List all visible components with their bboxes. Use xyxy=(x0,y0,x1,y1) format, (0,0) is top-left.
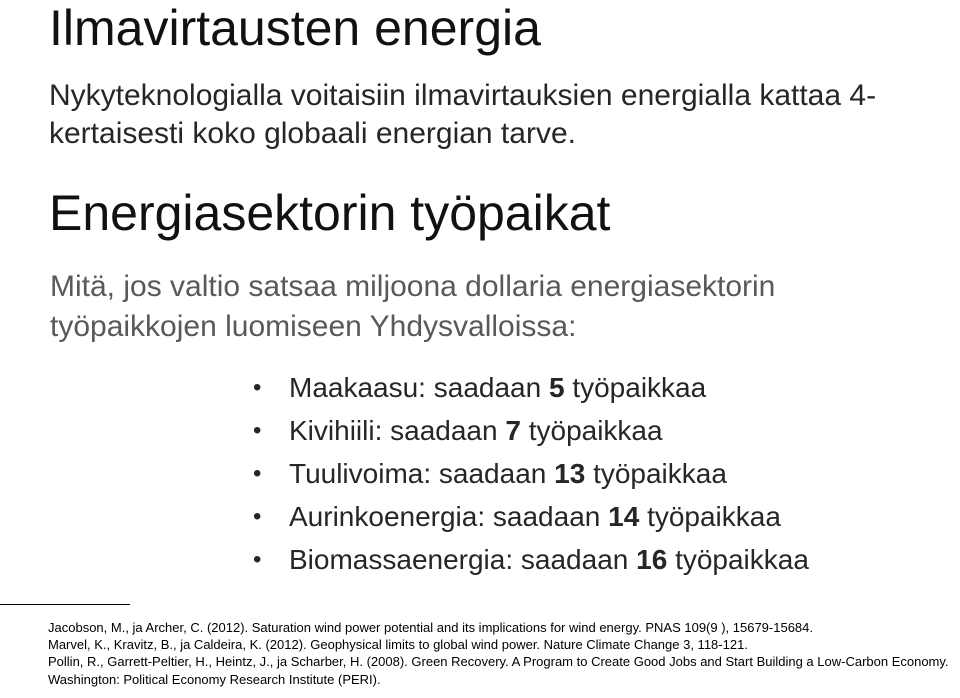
item-unit: työpaikkaa xyxy=(572,372,707,403)
item-label: Biomassaenergia: saadaan xyxy=(289,544,629,575)
item-label: Maakaasu: saadaan xyxy=(289,372,542,403)
intro-text: Nykyteknologialla voitaisiin ilmavirtauksien energialla kattaa 4-kertaisesti koko globaali energian tarve. xyxy=(49,79,877,150)
question-text: Mitä, jos valtio satsaa miljoona dollaria energiasektorin työpaikkojen luomiseen Yhdysvalloissa: xyxy=(50,270,776,343)
jobs-list xyxy=(253,368,809,583)
item-label: Aurinkoenergia: saadaan xyxy=(289,501,601,532)
bullet-icon: • xyxy=(253,460,262,487)
reference-item: Jacobson, M., ja Archer, C. (2012). Saturation wind power potential and its implications for wind energy. PNAS 109(9 ), 15679-15684. xyxy=(48,620,814,635)
list-item xyxy=(253,454,809,497)
bullet-icon: • xyxy=(253,417,262,444)
references xyxy=(48,619,953,688)
item-unit: työpaikkaa xyxy=(528,415,663,446)
list-item xyxy=(253,411,809,454)
bullet-icon: • xyxy=(253,546,262,573)
item-unit: työpaikkaa xyxy=(675,544,809,575)
section-title: Energiasektorin työpaikat xyxy=(49,185,611,241)
item-value: 13 xyxy=(554,458,586,489)
item-value: 5 xyxy=(548,372,565,403)
reference-item: Marvel, K., Kravitz, B., ja Caldeira, K. (2012). Geophysical limits to global wind power. Nature Climate Change 3, 118-121. xyxy=(48,637,748,653)
footnote-divider xyxy=(0,604,130,605)
item-value: 7 xyxy=(505,415,521,446)
item-unit: työpaikkaa xyxy=(593,458,727,489)
item-unit: työpaikkaa xyxy=(647,501,781,532)
bullet-icon: • xyxy=(253,503,262,530)
list-item xyxy=(253,368,809,411)
item-value: 16 xyxy=(636,544,668,575)
list-item xyxy=(253,540,809,583)
bullet-icon: • xyxy=(253,374,262,401)
item-label: Kivihiili: saadaan xyxy=(289,415,498,446)
item-label: Tuulivoima: saadaan xyxy=(289,458,547,489)
reference-item: Pollin, R., Garrett-Peltier, H., Heintz, J., ja Scharber, H. (2008). Green Recovery. A Program to Create Good Jobs and Start Building a Low-Carbon Economy. Washington: Political Economy Research Institute (PERI). xyxy=(48,654,949,687)
page-title: Ilmavirtausten energia xyxy=(49,0,541,56)
item-value: 14 xyxy=(608,501,640,532)
list-item xyxy=(253,497,809,540)
